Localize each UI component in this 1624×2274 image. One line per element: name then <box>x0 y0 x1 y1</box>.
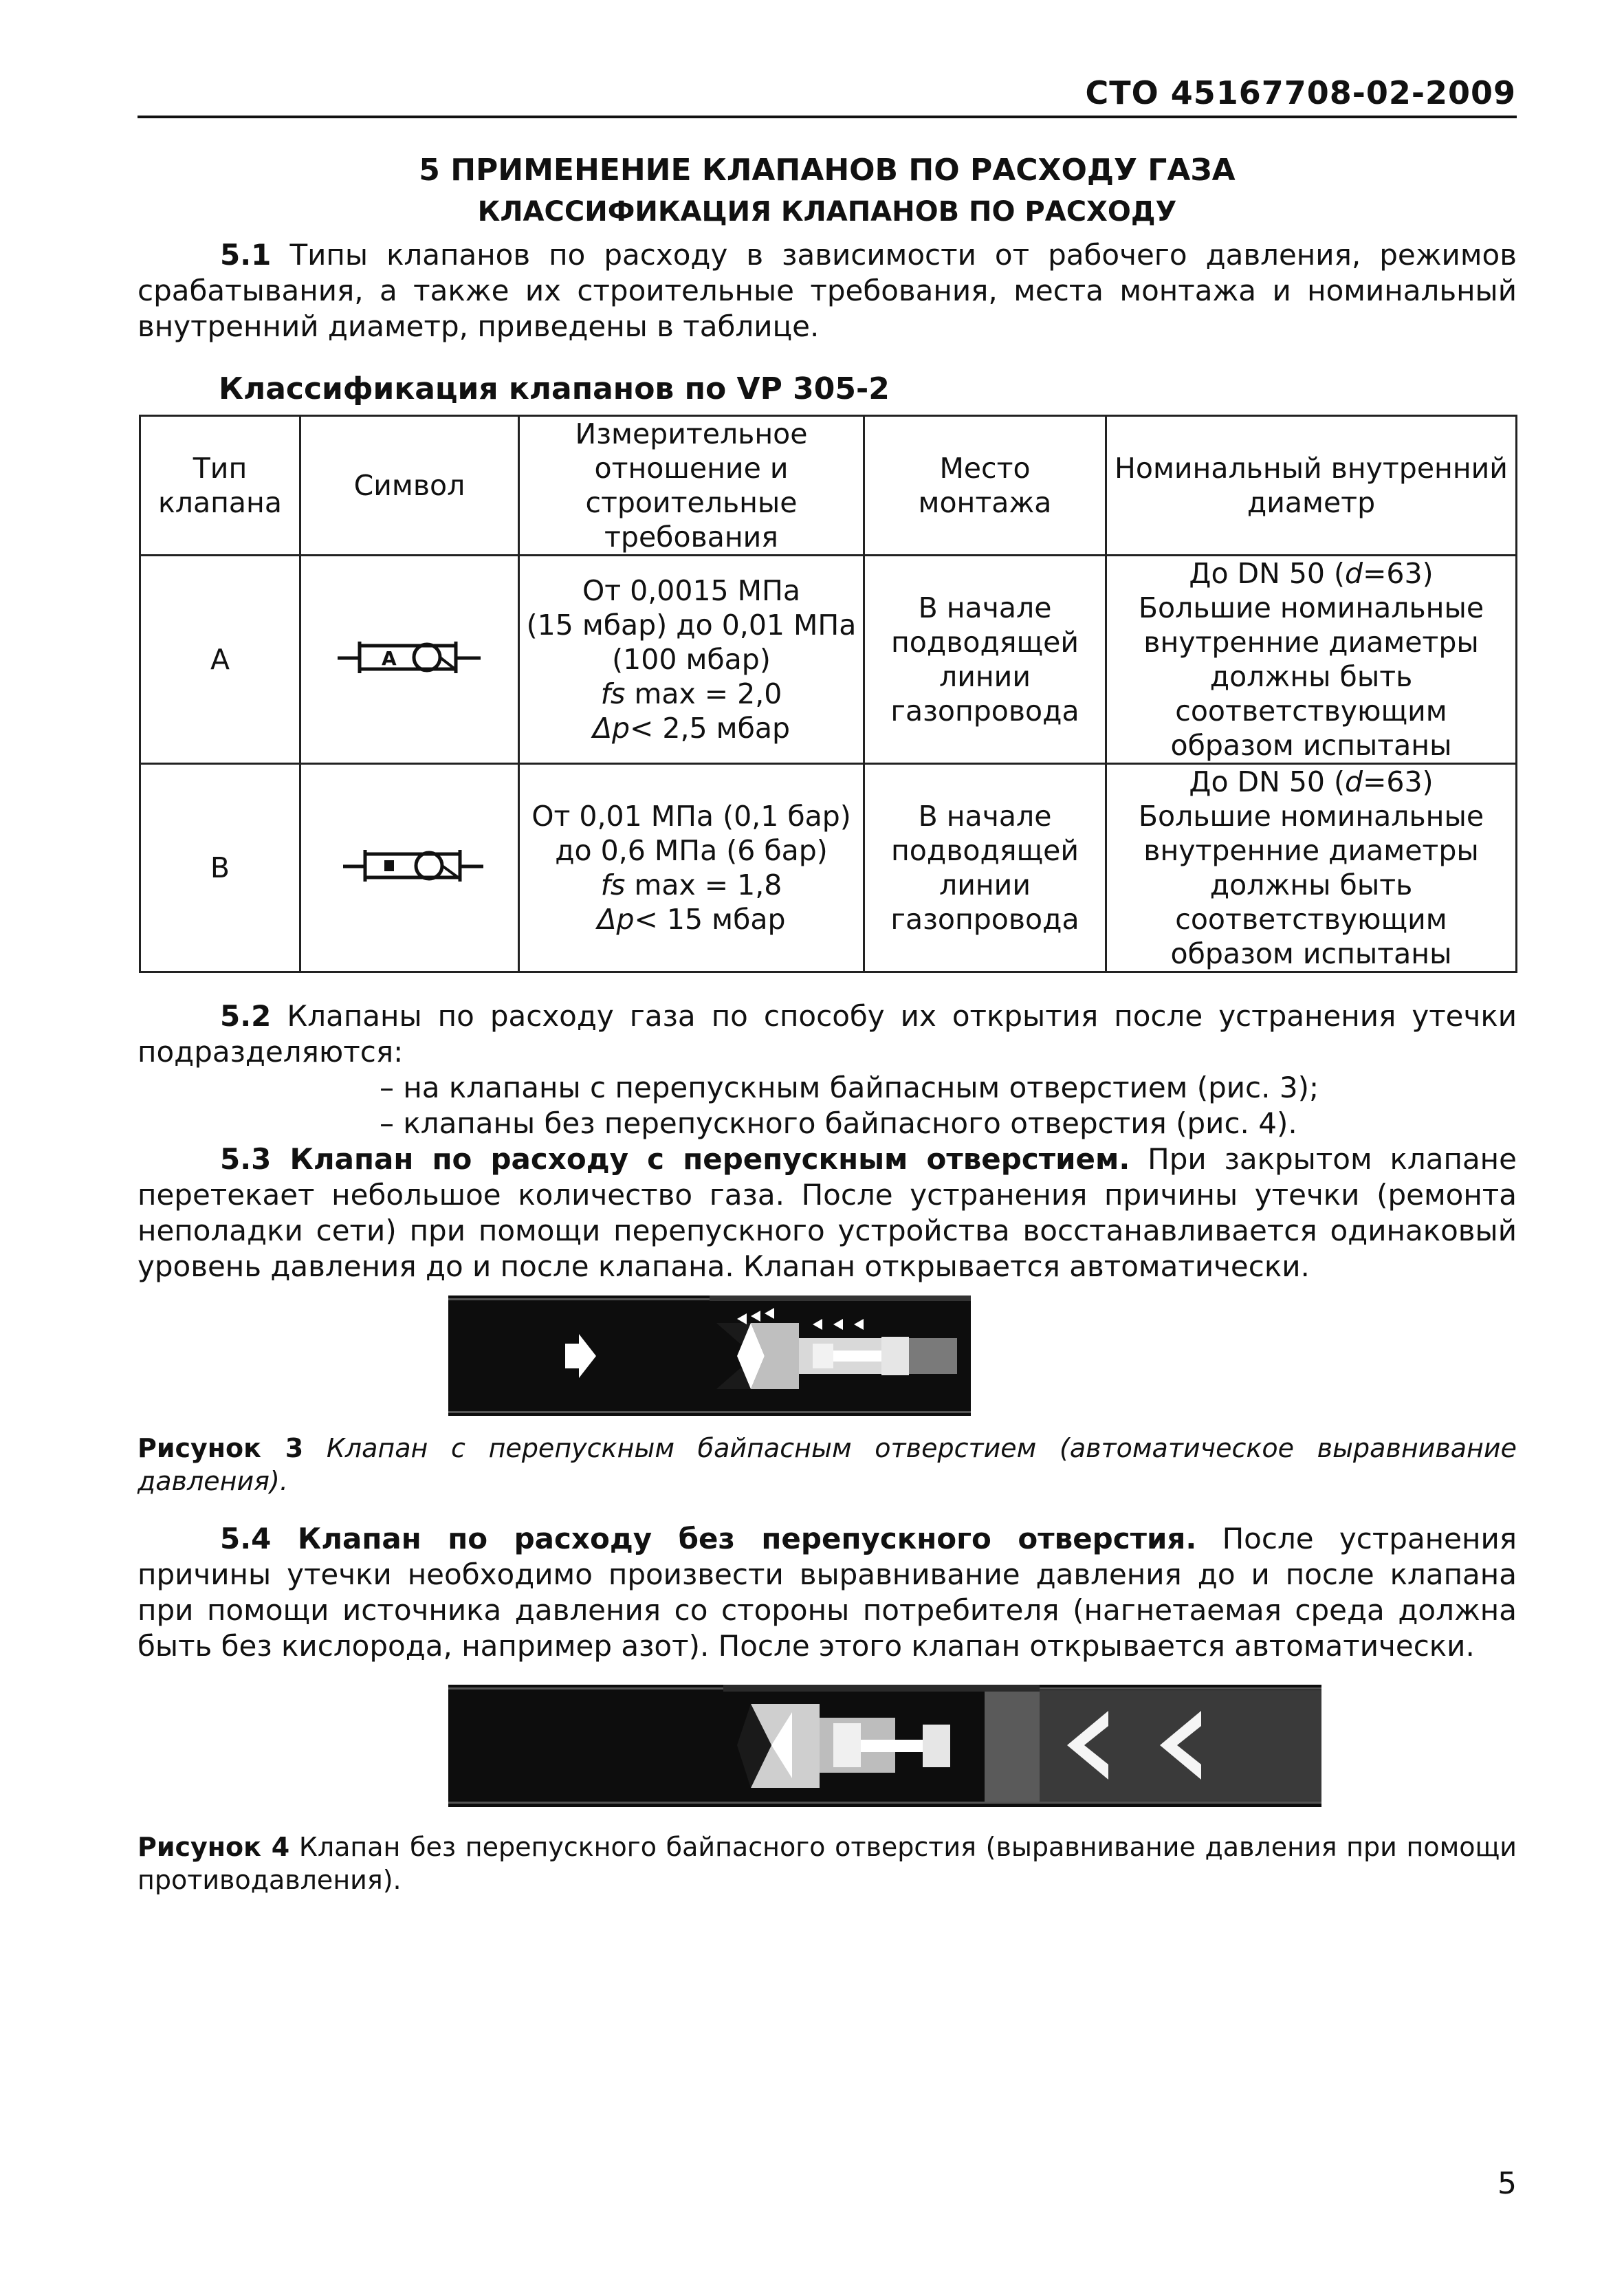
diameter-line: соответствующим <box>1175 903 1447 936</box>
diameter-line: должны быть <box>1209 868 1413 901</box>
header-symbol: Символ <box>300 416 519 556</box>
place-line: газопровода <box>890 695 1079 728</box>
table-row <box>140 556 1517 764</box>
list-item: – на клапаны с перепускным байпасным отверстием (рис. 3); <box>380 1071 1319 1104</box>
paragraph-5-2 <box>138 998 1517 1070</box>
fs-symbol: fs <box>600 677 626 710</box>
figure-label: Рисунок 3 <box>138 1433 304 1463</box>
symbol-cell <box>300 556 519 764</box>
figure-4-valve-image <box>448 1685 1321 1807</box>
table-header-row <box>140 416 1517 556</box>
place-line: подводящей <box>891 626 1079 659</box>
diameter-line: Большие номинальные <box>1138 800 1484 833</box>
ratio-line: (100 мбар) <box>612 643 771 676</box>
section-title: 5 ПРИМЕНЕНИЕ КЛАПАНОВ ПО РАСХОДУ ГАЗА <box>419 153 1236 188</box>
paragraph-heading: 5.3 Клапан по расходу с перепускным отверстием. <box>220 1142 1130 1176</box>
dp-symbol: Δp <box>592 712 630 745</box>
diameter-line <box>1111 765 1511 799</box>
diameter-line: Большие номинальные <box>1138 591 1484 624</box>
diameter-line: соответствующим <box>1175 695 1447 728</box>
paragraph-heading: 5.4 Клапан по расходу без перепускного отверстия. <box>220 1522 1197 1555</box>
diameter-line: внутренние диаметры <box>1143 834 1479 867</box>
nominal-diameter-cell <box>1106 764 1517 972</box>
diameter-line: образом испытаны <box>1170 937 1452 970</box>
paragraph-5-1 <box>138 237 1517 345</box>
diameter-line <box>1111 556 1511 591</box>
nominal-diameter-cell <box>1106 556 1517 764</box>
header-measurement-ratio: Измерительное отношение и строительные требования <box>519 416 864 556</box>
valve-type-cell: B <box>140 764 300 972</box>
measurement-ratio-cell <box>519 764 864 972</box>
paragraph-text: При закрытом клапане перетекает небольшое количество газа. После устранения причины утечки (ремонта неполадки сети) при помощи перепускного устройства восстанавливается одинаковый уровень давления до и после клапана. Клапан открывается автоматически. <box>138 1142 1517 1283</box>
paragraph-text: После устранения причины утечки необходимо произвести выравнивание давления до и после клапана при помощи источника давления со стороны потребителя (нагнетаемая среда должна быть без кислорода, например азот). После этого клапан открывается автоматически. <box>138 1522 1517 1663</box>
figure-label: Рисунок 4 <box>138 1832 290 1862</box>
valve-a-symbol-letter: A <box>381 646 397 670</box>
symbol-cell <box>300 764 519 972</box>
diameter-symbol: d <box>1345 765 1363 798</box>
ratio-dp <box>524 902 859 937</box>
paragraph-text: Клапаны по расходу газа по способу их открытия после устранения утечки подразделяются: <box>138 999 1517 1069</box>
header-mounting-place: Место монтажа <box>864 416 1106 556</box>
paragraph-number: 5.1 <box>220 238 272 272</box>
diameter-line: должны быть <box>1209 660 1413 693</box>
paragraph-5-4 <box>138 1521 1517 1664</box>
figure-3-valve-image <box>448 1295 971 1416</box>
place-line: газопровода <box>890 903 1079 936</box>
ratio-fs <box>524 677 859 711</box>
diameter-line: образом испытаны <box>1170 729 1452 762</box>
classification-table <box>139 415 1517 973</box>
place-line: линии <box>939 868 1031 901</box>
paragraph-text: Типы клапанов по расходу в зависимости от рабочего давления, режимов срабатывания, а также их строительные требования, места монтажа и номинальный внутренний диаметр, приведены в таблице. <box>138 238 1517 343</box>
place-line: подводящей <box>891 834 1079 867</box>
diameter-prefix: До DN 50 ( <box>1189 765 1346 798</box>
place-line: В начале <box>918 591 1052 624</box>
dp-value: < 2,5 мбар <box>630 712 791 745</box>
place-line: линии <box>939 660 1031 693</box>
paragraph-5-3 <box>138 1141 1517 1284</box>
paragraph-number: 5.2 <box>220 999 272 1033</box>
section-subtitle: КЛАССИФИКАЦИЯ КЛАПАНОВ ПО РАСХОДУ <box>477 196 1177 228</box>
mounting-place-cell <box>864 764 1106 972</box>
diameter-line: внутренние диаметры <box>1143 626 1479 659</box>
page-number: 5 <box>1497 2166 1517 2201</box>
table-row <box>140 764 1517 972</box>
fs-symbol: fs <box>600 868 626 901</box>
ratio-line: до 0,6 МПа (6 бар) <box>555 834 828 867</box>
place-line: В начале <box>918 800 1052 833</box>
figure-4-caption <box>138 1830 1517 1896</box>
diameter-suffix: =63) <box>1363 557 1434 590</box>
measurement-ratio-cell <box>519 556 864 764</box>
diameter-suffix: =63) <box>1363 765 1434 798</box>
header-rule <box>138 116 1517 118</box>
ratio-line: От 0,0015 МПа <box>582 574 800 607</box>
diameter-prefix: До DN 50 ( <box>1189 557 1346 590</box>
ratio-dp <box>524 711 859 745</box>
figure-caption-text: Клапан без перепускного байпасного отверстия (выравнивание давления при помощи противодавления). <box>138 1832 1517 1895</box>
ratio-line: (15 мбар) до 0,01 МПа <box>526 609 857 642</box>
table-caption: Классификация клапанов по VP 305-2 <box>219 371 890 406</box>
valve-b-symbol-icon <box>324 840 496 888</box>
fs-value: max = 2,0 <box>625 677 782 710</box>
list-item: – клапаны без перепускного байпасного отверстия (рис. 4). <box>380 1106 1297 1140</box>
mounting-place-cell <box>864 556 1106 764</box>
dp-value: < 15 мбар <box>634 903 786 936</box>
diameter-symbol: d <box>1345 557 1363 590</box>
document-code: СТО 45167708-02-2009 <box>1085 74 1516 111</box>
ratio-line: От 0,01 МПа (0,1 бар) <box>531 800 851 833</box>
header-valve-type: Тип клапана <box>140 416 300 556</box>
figure-caption-text: Клапан с перепускным байпасным отверстием (автоматическое выравнивание давления). <box>138 1433 1517 1496</box>
ratio-fs <box>524 868 859 902</box>
valve-a-symbol-icon <box>324 632 496 680</box>
valve-type-cell: A <box>140 556 300 764</box>
dp-symbol: Δp <box>597 903 635 936</box>
fs-value: max = 1,8 <box>625 868 782 901</box>
figure-3-caption <box>138 1432 1517 1498</box>
header-nominal-diameter: Номинальный внутренний диаметр <box>1106 416 1517 556</box>
